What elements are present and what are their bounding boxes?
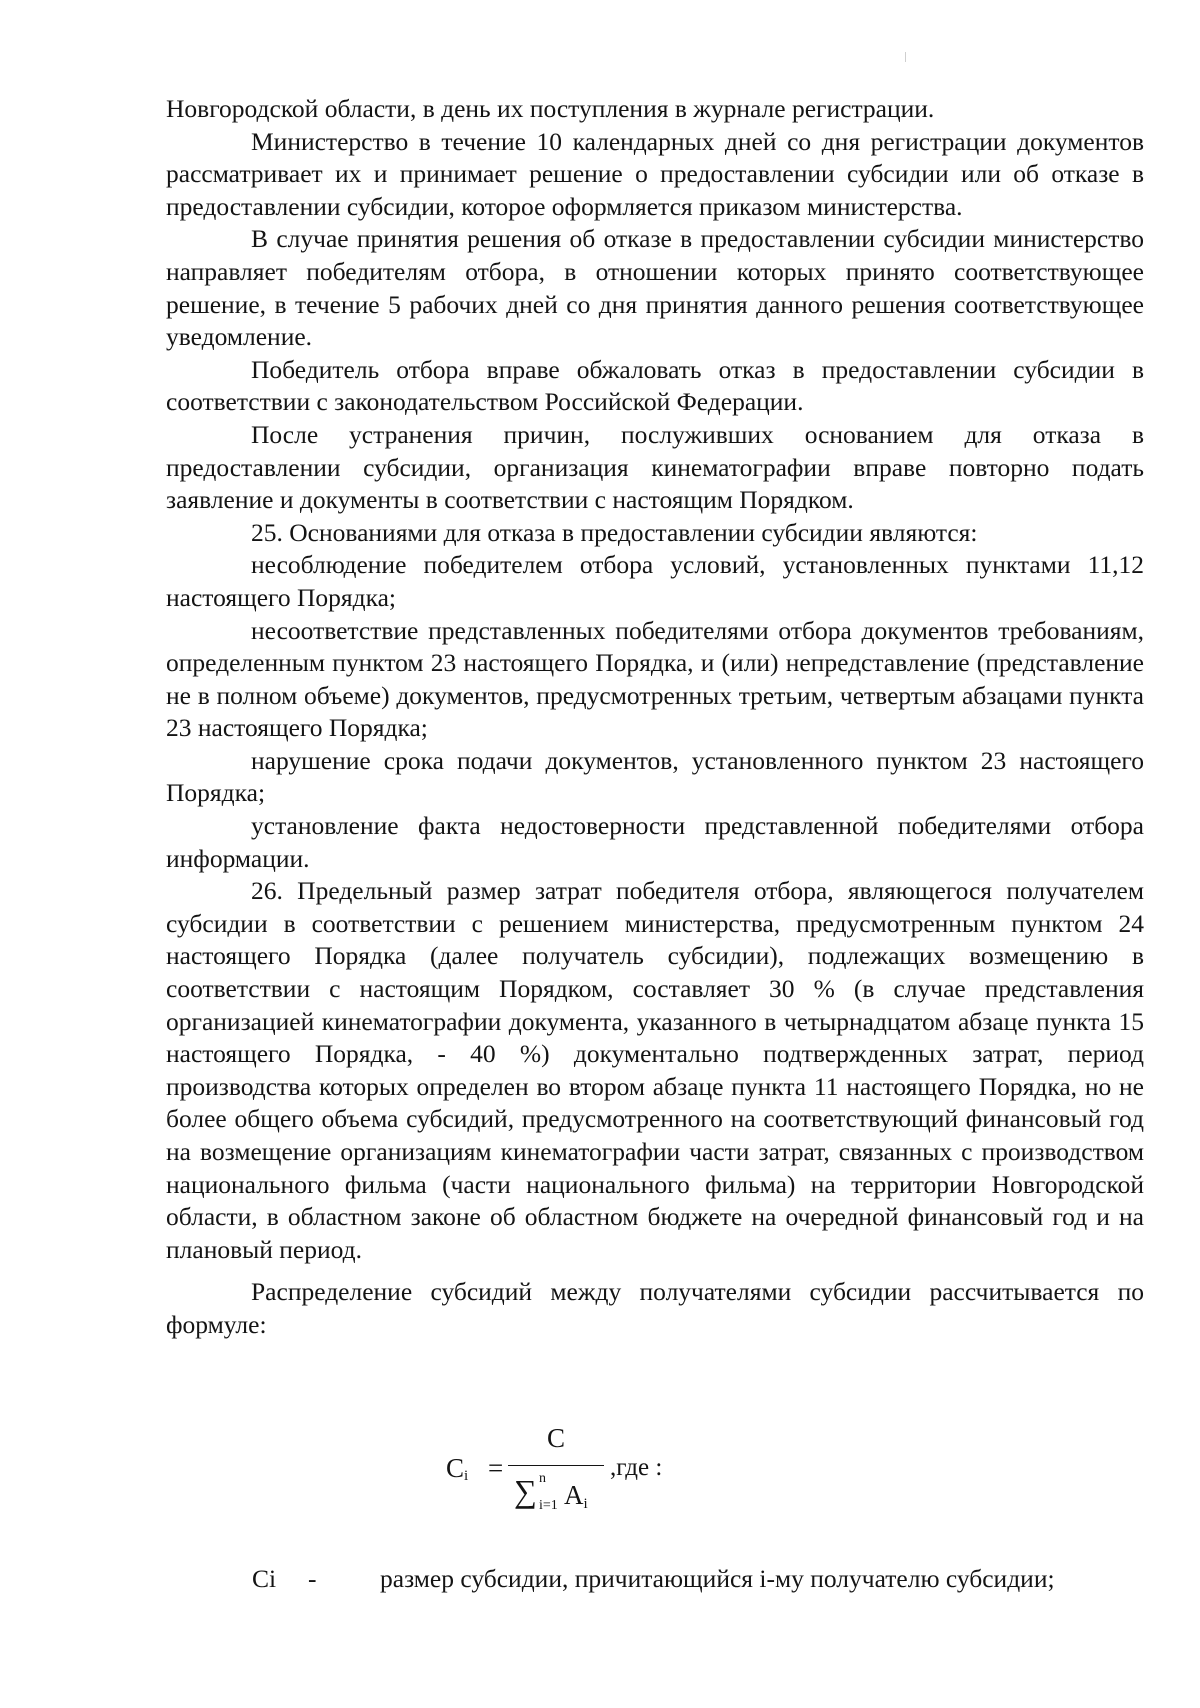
formula-equals: = [488,1453,504,1483]
den-var-letter: A [564,1480,584,1510]
formula-denominator [514,1472,604,1518]
paragraph-10: установление факта недостоверности представленной победителями отбора информации. [166,811,1144,873]
paragraph-8: несоответствие представленных победителями отбора документов требованиям, определенным пунктом 23 настоящего Порядка, и (или) непредставление (представление не в полном объеме) документов, предусмотренных третьим, четвертым абзацами пункта 23 настоящего Порядка; [166,615,1144,743]
paragraph-7: несоблюдение победителем отбора условий, установленных пунктами 11,12 настоящего Порядка; [166,550,1144,612]
sigma-upper-limit: n [539,1471,546,1486]
paragraph-9: нарушение срока подачи документов, установленного пунктом 23 настоящего Порядка; [166,745,1144,808]
paragraph-1: Новгородской области, в день их поступления в журнале регистрации. [166,94,935,123]
paragraph-5: После устранения причин, послуживших основанием для отказа в предоставлении субсидии, организация кинематографии вправе повторно подать заявление и документы в соответствии с настоящим Порядком. [166,419,1144,515]
definition-row [252,1563,1152,1597]
fraction-bar [508,1465,604,1466]
paragraph-3: В случае принятия решения об отказе в предоставлении субсидии министерство направляет победителям отбора, в отношении которых принято соответствующее решение, в течение 5 рабочих дней со дня принятия данного решения соответствующее уведомление. [166,224,1144,352]
formula-lhs [446,1452,468,1493]
definition-dash: - [308,1564,317,1593]
formula-tail: ,где : [610,1454,663,1481]
definition-text: размер субсидии, причитающийся i-му получателю субсидии; [380,1564,1055,1593]
document-body [166,93,1144,1342]
formula-lhs-sub: i [464,1468,469,1484]
definition-symbol: Ci [252,1564,277,1593]
formula-lhs-var: C [446,1453,465,1483]
subsidy-formula [446,1422,706,1522]
paragraph-11: 26. Предельный размер затрат победителя отбора, являющегося получателем субсидии в соответствии с решением министерства, предусмотренным пунктом 24 настоящего Порядка (далее получатель субсидии), подлежащих возмещению в соответствии с настоящим Порядком, составляет 30 % (в случае представления организацией кинематографии документа, указанного в четырнадцатом абзаце пункта 15 настоящего Порядка, - 40 %) документально подтвержденных затрат, период производства которых определен во втором абзаце пункта 11 настоящего Порядка, но не более общего объема субсидий, предусмотренного на соответствующий финансовый год на возмещение организациям кинематографии части затрат, связанных с производством национального фильма (части национального фильма) на территории Новгородской области, в областном законе об областном бюджете на очередной финансовый год и на плановый период. [166,876,1144,1264]
paragraph-12: Распределение субсидий между получателями субсидии рассчитывается по формуле: [166,1277,1144,1339]
scan-mark [905,52,906,62]
paragraph-4: Победитель отбора вправе обжаловать отказ в предоставлении субсидии в соответствии с законодательством Российской Федерации. [166,354,1144,417]
den-var-sub: i [583,1496,588,1512]
sigma-lower-limit: i=1 [539,1498,558,1513]
sigma-symbol: ∑ [514,1473,537,1509]
formula-denominator-var [564,1480,588,1519]
paragraph-6: 25. Основаниями для отказа в предоставлении субсидии являются: [251,517,978,547]
paragraph-2: Министерство в течение 10 календарных дней со дня регистрации документов рассматривает их и принимает решение о предоставлении субсидии или об отказе в предоставлении субсидии, которое оформляется приказом министерства. [166,126,1144,221]
formula-fraction [508,1422,604,1522]
formula-numerator: C [546,1423,565,1453]
